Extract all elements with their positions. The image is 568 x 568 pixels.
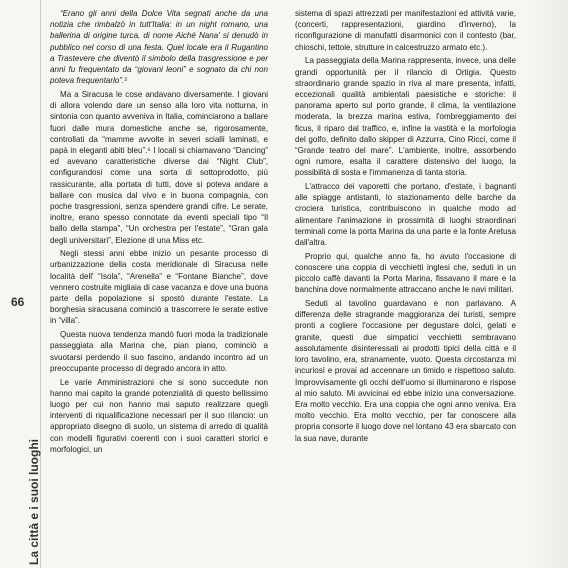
page-sidebar	[0, 0, 41, 568]
body-paragraph: Proprio qui, qualche anno fa, ho avuto l'occasione di conoscere una coppia di vecchietti inglesi che, seduti in un piccolo caffè davanti la Porta Marina, fissavano il mare e la banchina dove normalmente attraccano anche le navi militari.	[295, 251, 516, 295]
left-column	[50, 8, 268, 457]
body-paragraph: Negli stessi anni ebbe inizio un pesante processo di urbanizzazione della costa meridionale di Siracusa nelle località dell' “Isola”, “Arenella” e “Fontane Bianche”, dove vennero costruite migliaia di case vacanza e dove una buona parte della popolazione si spostò durante l'estate. La borghesia siracusana cominciò a trascorrere le serate estive in “villa”.	[50, 249, 268, 326]
body-paragraph: La passeggiata della Marina rappresenta, invece, una delle grandi opportunità per il rilancio di Ortigia. Questo straordinario grande spazio in riva al mare presenta, infatti, eccezionali qualità ambientali paesistiche e storiche: il panorama aperto sul porto grande, il clima, la ventilazione moderata, la brezza marina estiva, l'ombreggiamento dei ficus, il riparo dal traffico, e, infine la vastità e la morfologia del golfo, definito dallo skipper di Azzurra, Cino Ricci, come il “Grande teatro del mare”. L'ambiente, inoltre, assorbendo ogni rumore, esalta il carattere distensivo del luogo, la possibilità di sosta e l'immanenza di tanta storia.	[295, 56, 516, 178]
body-paragraph: Seduti al tavolino guardavano e non parlavano. A differenza delle stragrande maggioranza dei turisti, sempre pronti a cogliere l'occasione per degustare dolci, gelati e granite, questi due simpatici vecchietti sembravano assolutamente disinteressati ai prodotti tipici della città e il loro tavolino, era, stranamente, vuoto. Questa circostanza mi incuriosì e provai ad accennare un timido e rispettoso saluto. Improvvisamente gli occhi dell'uomo si illuminarono e rispose al mio saluto. Mi avvicinai ed ebbe inizio una conversazione. Era molto vecchio. Era una coppia che ogni anno veniva. Era molto vecchio. Era molto vecchio, per far conoscere alla propria consorte il luogo dove nel lontano 43 era sbarcato con la sua nave, durante	[295, 299, 516, 443]
body-paragraph: L'attracco dei vaporetti che portano, d'estate, i bagnanti alle spiagge antistanti, lo stazionamento delle barche da crociera turistica, contribuiscono in qualche modo ad alimentare l'animazione in prossimità di luoghi straordinari terminali come la porta Marina da una parte e la fonte Aretusa dall'altra.	[295, 182, 516, 248]
opening-quote-paragraph: “Erano gli anni della Dolce Vita segnati anche da una notizia che rimbalzò in tutt'Italia: in un night romano, una ballerina di origine turca, di nome Aiché Nana' si denudò in pubblico nel corso di una festa. Quel locale era il Rugantino a Trastevere che diventò il simbolo della trasgressione e per anni fu frequentato da “giovani leoni” e sognato da chi non poteva frequentarlo”.⁵	[50, 9, 268, 86]
page-edge	[530, 0, 568, 568]
body-paragraph: Questa nuova tendenza mandò fuori moda la tradizionale passeggiata alla Marina che, pian piano, cominciò a svuotarsi perdendo il suo fascino, andando incontro ad un preoccupante processo di degrado ancora in atto.	[50, 330, 268, 373]
right-column	[295, 8, 516, 446]
page-number: 66	[11, 295, 25, 309]
body-paragraph: sistema di spazi attrezzati per manifestazioni ed attività varie, (concerti, rappresentazioni, giardino d'inverno), la riconfigurazione di manufatti disarmonici con il contesto (bar, chioschi, tettoie, strutture in calcestruzzo armato etc.).	[295, 9, 516, 52]
body-paragraph: Ma a Siracusa le cose andavano diversamente. I giovani di allora volendo dare un senso alla loro vita notturna, in sintonia con quanto avveniva in Italia, cominciarono a ballare fuori dalle mura domestiche anche se, rigorosamente, controllati da “mamme avvolte in severi scialli laminati, e papà in eleganti abiti bleu”.⁶ I locali si chiamavano “Dancing” ed avevano caratteristiche diverse dai “Night Club”, configurandosi come una sorta di sottoprodotto, più rassicurante, alla portata di tutti, dove si poteva andare a ballare con musica dal vivo e in buona compagnia, con poche trasgressioni, senza spendere grandi cifre. Le serate, inoltre, erano spesso connotate da eventi speciali tipo “Il ballo della stampa”, “Un orchestra per l'estate”, “Gran gala degli universitari”, Elezione di una Miss etc.	[50, 89, 268, 245]
body-paragraph: Le varie Amministrazioni che si sono succedute non hanno mai capito la grande potenzialità di questo bellissimo luogo per cui non hanno mai saputo realizzare quegli interventi di riqualificazione necessari per il suo rilancio: un appropriato disegno di suolo, un sistema di arredo di qualità con modelli figurativi coerenti con i suoi caratteri storici e morfologici, un	[50, 377, 268, 454]
section-label: La città e i suoi luoghi	[27, 438, 41, 565]
